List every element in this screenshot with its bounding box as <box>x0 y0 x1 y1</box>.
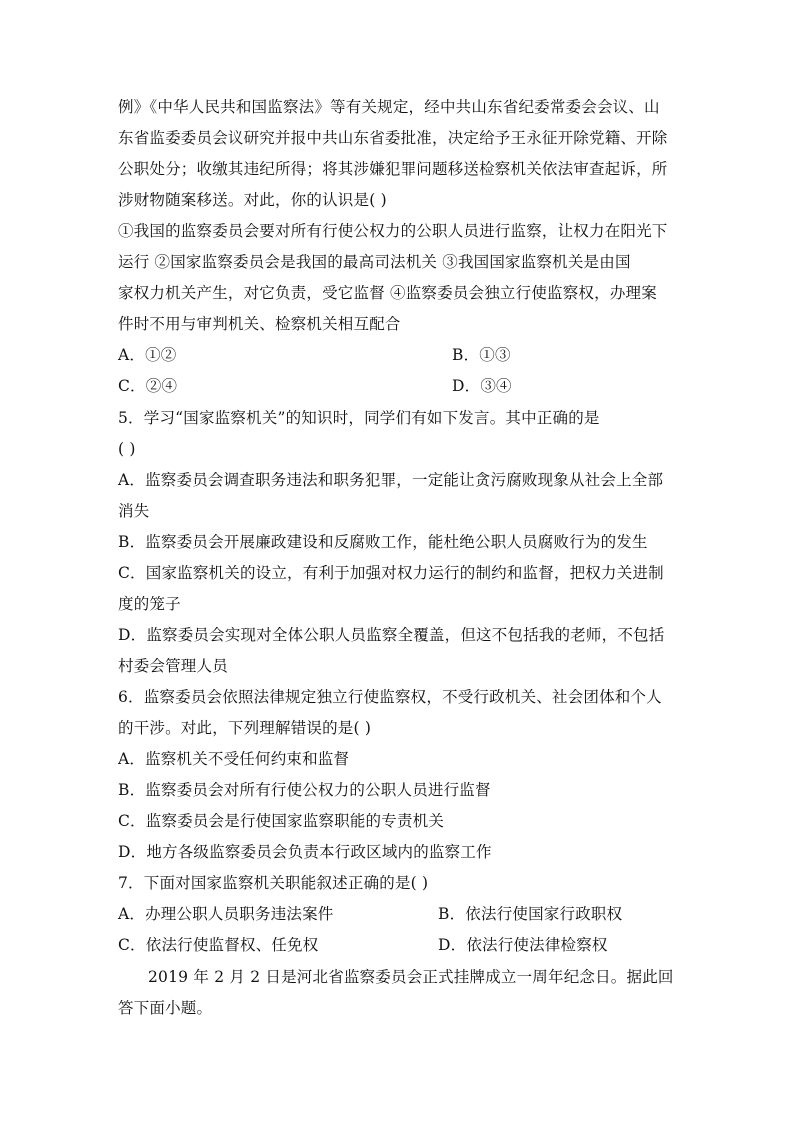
q5-option-c-line-1: C．国家监察机关的设立，有利于加强对权力运行的制约和监督，把权力关进制 <box>118 564 664 582</box>
q6-option-b: B．监察委员会对所有行使公权力的公职人员进行监督 <box>118 781 491 799</box>
q7-option-a: A．办理公职人员职务违法案件 <box>118 905 334 923</box>
q6-stem-line-1: 6．监察委员会依照法律规定独立行使监察权，不受行政机关、社会团体和个人 <box>118 688 662 706</box>
q6-stem-line-2: 的干涉。对此，下列理解错误的是( ) <box>118 719 372 737</box>
q5-option-d-line-2: 村委会管理人员 <box>118 657 228 675</box>
q5-option-a-line-2: 消失 <box>118 502 150 520</box>
intro-line-1: 2019 年 2 月 2 日是河北省监察委员会正式挂牌成立一周年纪念日。据此回 <box>148 968 674 986</box>
q7-option-c: C．依法行使监督权、任免权 <box>118 936 319 954</box>
q4-option-a: A．①② <box>118 346 177 364</box>
q4-statement-line-4: 件时不用与审判机关、检察机关相互配合 <box>118 315 401 333</box>
intro-line-2: 答下面小题。 <box>118 999 213 1017</box>
q5-option-b: B．监察委员会开展廉政建设和反腐败工作，能杜绝公职人员腐败行为的发生 <box>118 533 648 551</box>
q4-option-c: C．②④ <box>118 377 178 395</box>
q5-stem-line-2: ( ) <box>118 440 136 458</box>
q7-stem: 7．下面对国家监察机关职能叙述正确的是( ) <box>118 874 429 892</box>
q6-option-c: C．监察委员会是行使国家监察职能的专责机关 <box>118 812 445 830</box>
q4-stem-line-4: 涉财物随案移送。对此，你的认识是( ) <box>118 191 387 209</box>
q4-stem-line-1: 例》《中华人民共和国监察法》等有关规定，经中共山东省纪委常委会会议、山 <box>118 98 660 116</box>
q4-statement-line-1: ①我国的监察委员会要对所有行使公权力的公职人员进行监察，让权力在阳光下 <box>118 222 668 240</box>
q4-option-b: B．①③ <box>452 346 511 364</box>
q5-option-a-line-1: A．监察委员会调查职务违法和职务犯罪，一定能让贪污腐败现象从社会上全部 <box>118 471 664 489</box>
q6-option-a: A．监察机关不受任何约束和监督 <box>118 750 350 768</box>
q4-statement-line-2: 运行 ②国家监察委员会是我国的最高司法机关 ③我国国家监察机关是由国 <box>118 253 631 271</box>
q6-option-d: D．地方各级监察委员会负责本行政区域内的监察工作 <box>118 843 492 861</box>
q4-option-d: D．③④ <box>452 377 512 395</box>
q7-option-d: D．依法行使法律检察权 <box>438 936 608 954</box>
q7-option-b: B．依法行使国家行政职权 <box>438 905 623 923</box>
q4-stem-line-2: 东省监委委员会议研究并报中共山东省委批准，决定给予王永征开除党籍、开除 <box>118 129 668 147</box>
q4-statement-line-3: 家权力机关产生，对它负责，受它监督 ④监察委员会独立行使监察权，办理案 <box>118 284 657 302</box>
q5-option-d-line-1: D．监察委员会实现对全体公职人员监察全覆盖，但这不包括我的老师，不包括 <box>118 626 665 644</box>
q4-stem-line-3: 公职处分；收缴其违纪所得；将其涉嫌犯罪问题移送检察机关依法审查起诉，所 <box>118 160 668 178</box>
q5-stem-line-1: 5．学习“国家监察机关”的知识时，同学们有如下发言。其中正确的是 <box>118 409 600 427</box>
q5-option-c-line-2: 度的笼子 <box>118 595 181 613</box>
